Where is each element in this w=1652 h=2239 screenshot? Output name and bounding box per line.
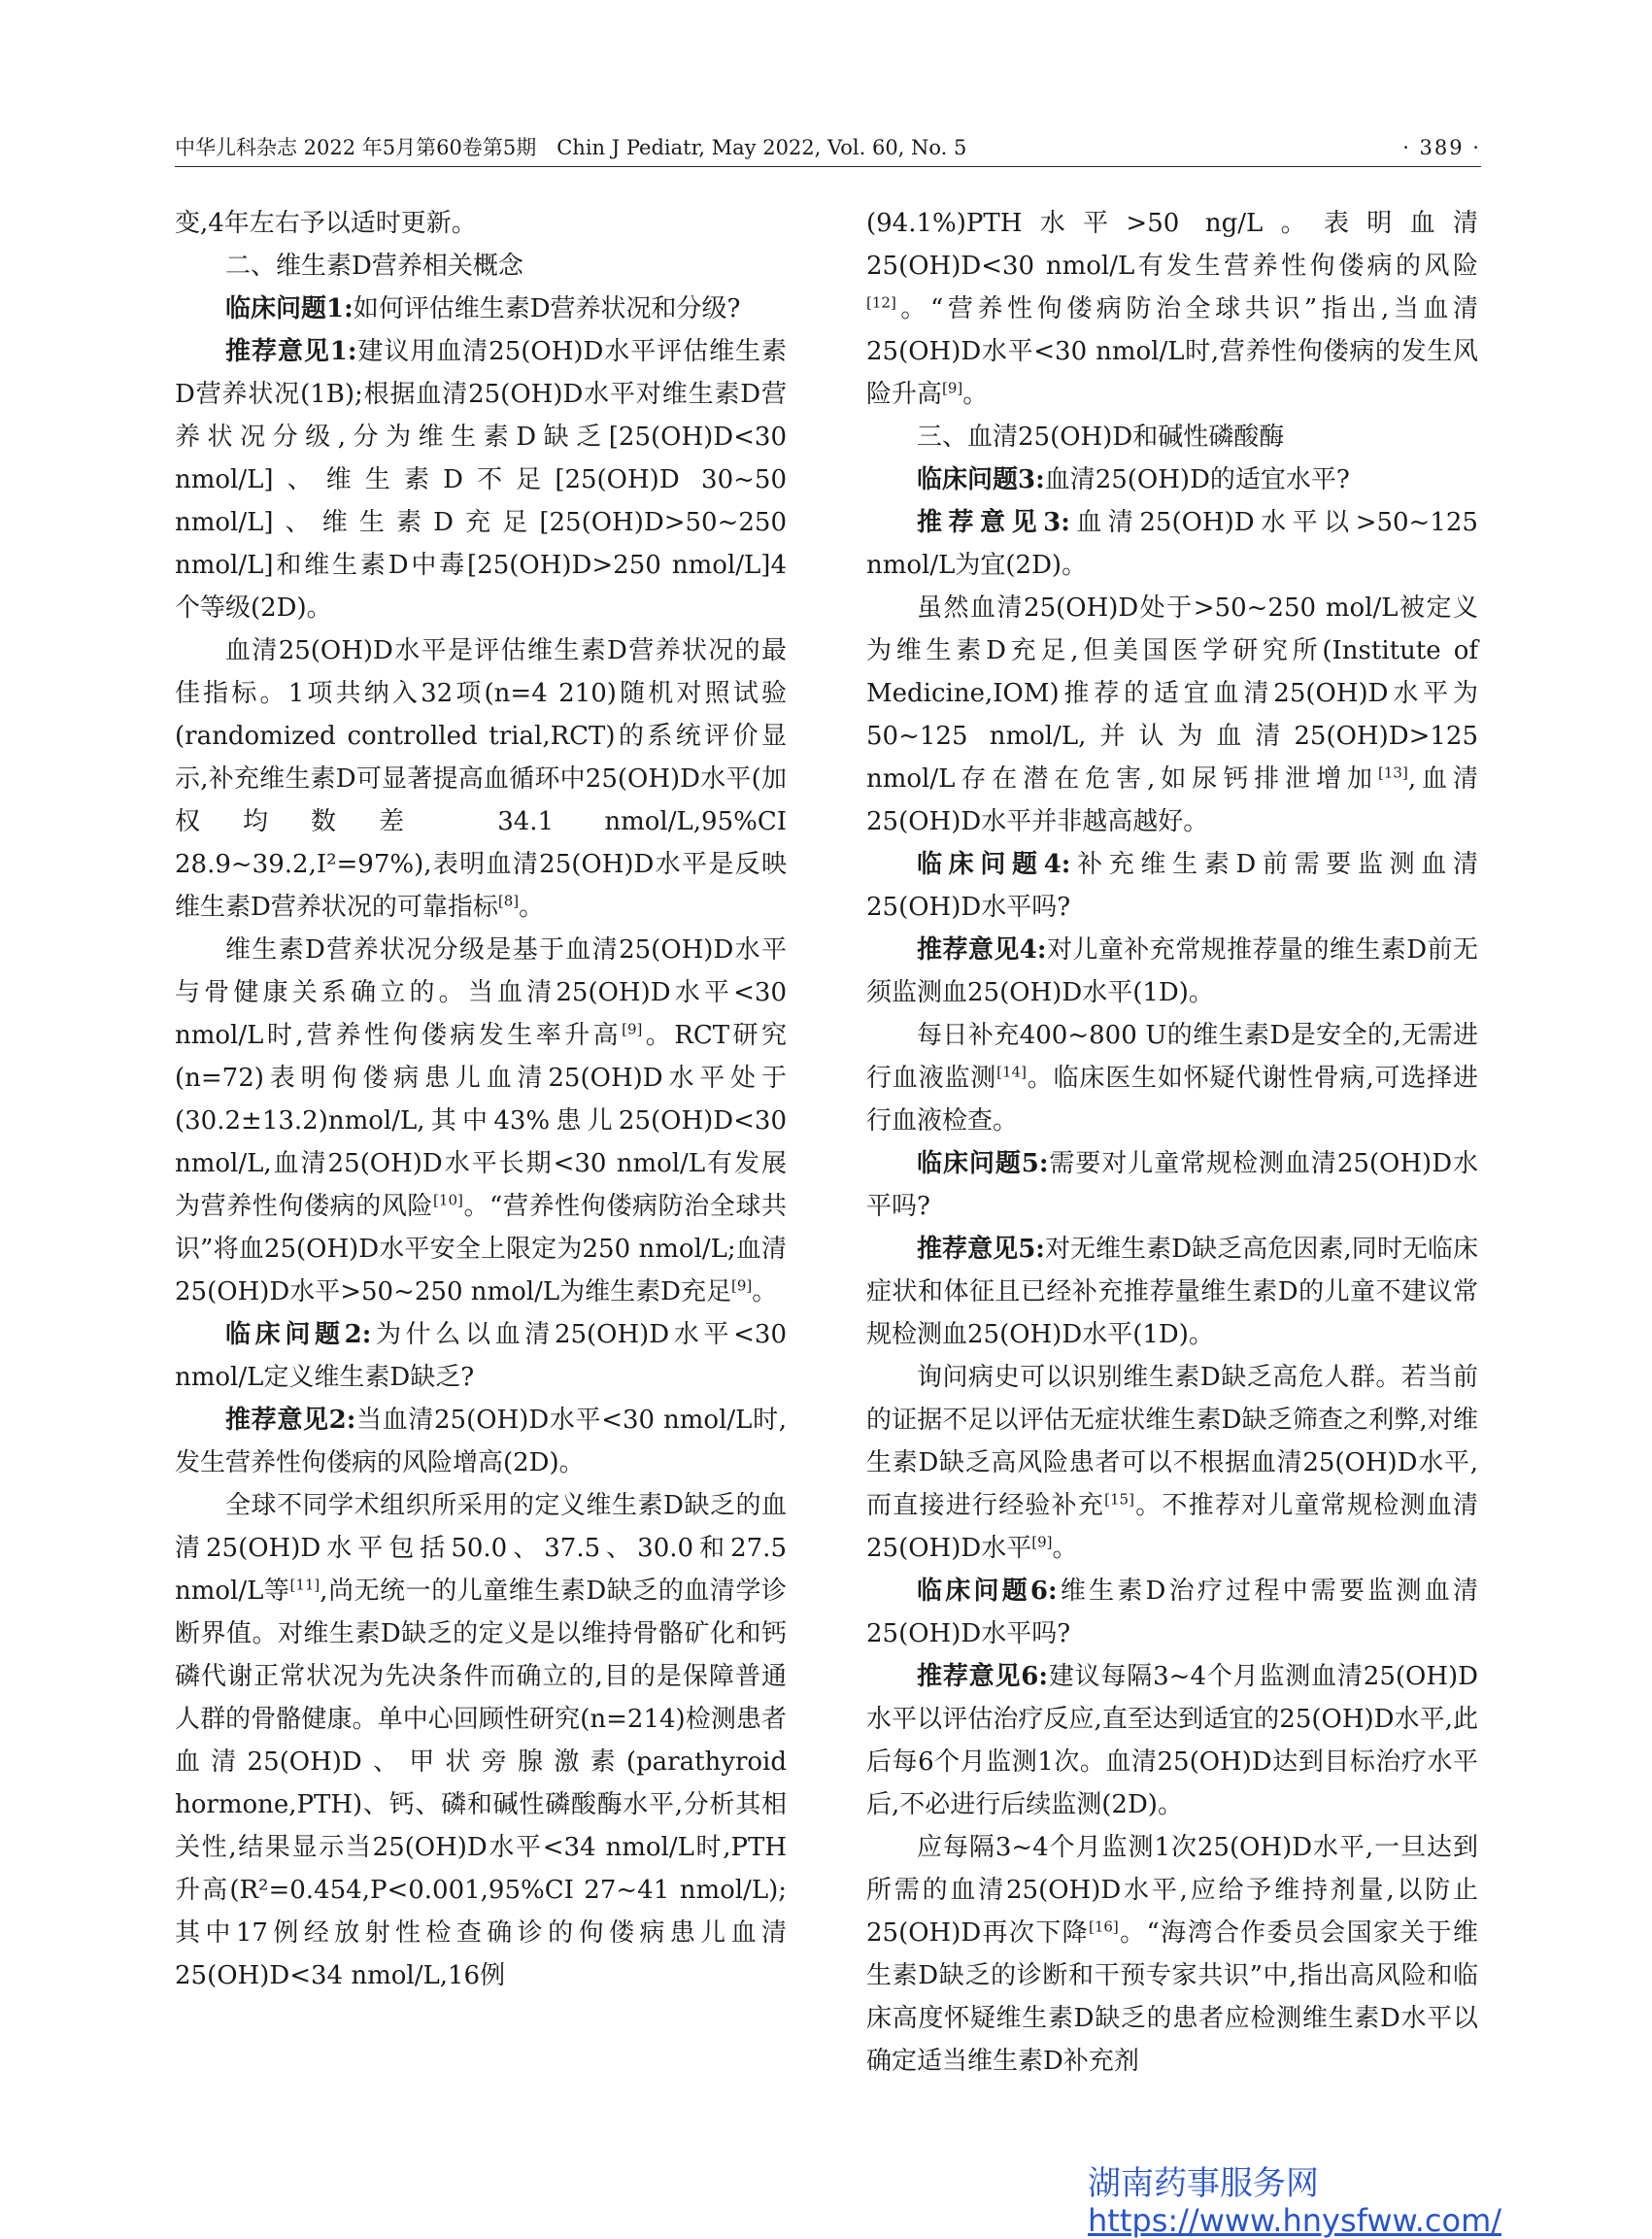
question-lead: 临床问题1: — [225, 294, 354, 323]
paragraph — [866, 1142, 1478, 1228]
paragraph-text: 每日补充400~800 U的维生素D是安全的,无需进行血液监测 — [866, 1021, 1478, 1093]
reference-marker: [16] — [1088, 1917, 1119, 1936]
paragraph-text: 维生素D营养状况分级是基于血清25(OH)D水平与骨健康关系确立的。当血清25(OH)D水平<30 nmol/L时,营养性佝偻病发生率升高 — [175, 935, 787, 1050]
paragraph-text: 三、血清25(OH)D和碱性磷酸酶 — [917, 423, 1285, 452]
paragraph-text: 当血清25(OH)D水平<30 nmol/L时,发生营养性佝偻病的风险增高(2D)。 — [175, 1406, 787, 1477]
paragraph — [866, 501, 1478, 587]
paragraph-text: 全球不同学术组织所采用的定义维生素D缺乏的血清25(OH)D水平包括50.0、37.5、30.0和27.5 nmol/L等 — [175, 1491, 787, 1606]
paragraph — [866, 1655, 1478, 1826]
paragraph-text: 建议用血清25(OH)D水平评估维生素D营养状况(1B);根据血清25(OH)D水平对维生素D营养状况分级,分为维生素D缺乏[25(OH)D<30 nmol/L]、维生素D不足[25(OH)D 30~50 nmol/L]、维生素D充足[25(OH)D>50~250 nmol/L]和维生素D中毒[25(OH)D>250 nmol/L]4个等级(2D)。 — [175, 337, 787, 623]
right-text-column — [866, 202, 1478, 2083]
paragraph — [175, 330, 787, 629]
paragraph-text: 血清25(OH)D的适宜水平? — [1044, 465, 1350, 494]
paragraph-text: 如何评估维生素D营养状况和分级? — [353, 294, 741, 323]
paragraph-text: 血清25(OH)D水平是评估维生素D营养状况的最佳指标。1项共纳入32项(n=4 210)随机对照试验(randomized controlled trial,RCT)的系统评价显示,补充维生素D可显著提高血循环中25(OH)D水平(加权均数差 34.1 nmol/L,95%CI 28.9~39.2,I²=97%),表明血清25(OH)D水平是反映维生素D营养状况的可靠指标 — [175, 636, 787, 922]
paragraph — [866, 1014, 1478, 1142]
paragraph — [175, 629, 787, 929]
question-lead: 推荐意见5: — [917, 1235, 1045, 1264]
page-number: · 389 · — [1402, 136, 1481, 159]
watermark-site-name: 湖南药事服务网 — [1088, 2164, 1319, 2203]
reference-marker: [8] — [497, 892, 520, 910]
paragraph-text: 。临床医生如怀疑代谢性骨病,可选择进行血液检查。 — [866, 1064, 1478, 1136]
paragraph-text: 。“营养性佝偻病防治全球共识”指出,当血清25(OH)D水平<30 nmol/L时,营养性佝偻病的发生风险升高 — [866, 294, 1478, 409]
paragraph-text: 询问病史可以识别维生素D缺乏高危人群。若当前的证据不足以评估无症状维生素D缺乏筛查之利弊,对维生素D缺乏高风险患者可以不根据血清25(OH)D水平,而直接进行经验补充 — [866, 1363, 1478, 1520]
paragraph-text: 虽然血清25(OH)D处于>50~250 mol/L被定义为维生素D充足,但美国医学研究所(Institute of Medicine,IOM)推荐的适宜血清25(OH)D水平为50~125 nmol/L,并认为血清25(OH)D>125 nmol/L存在潜在危害,如尿钙排泄增加 — [866, 594, 1478, 794]
paragraph — [866, 416, 1478, 458]
question-lead: 临床问题3: — [917, 465, 1045, 494]
reference-marker: [12] — [866, 293, 896, 312]
paragraph — [866, 843, 1478, 929]
paragraph — [866, 587, 1478, 843]
paragraph-text: 变,4年左右予以适时更新。 — [175, 209, 477, 238]
paragraph-text: 。 — [1052, 1534, 1078, 1563]
paragraph-text: 为什么以血清25(OH)D水平<30 nmol/L定义维生素D缺乏? — [175, 1320, 787, 1392]
site-watermark — [1088, 2164, 1515, 2238]
question-lead: 推荐意见2: — [225, 1406, 356, 1435]
paragraph — [175, 929, 787, 1313]
paragraph-text: 建议每隔3~4个月监测血清25(OH)D水平以评估治疗反应,直至达到适宜的25(OH)D水平,此后每6个月监测1次。血清25(OH)D达到目标治疗水平后,不必进行后续监测(2D)。 — [866, 1662, 1478, 1819]
paragraph-text: 对无维生素D缺乏高危因素,同时无临床症状和体征且已经补充推荐量维生素D的儿童不建议常规检测血25(OH)D水平(1D)。 — [866, 1235, 1478, 1349]
header-rule — [175, 166, 1481, 167]
paragraph — [866, 929, 1478, 1014]
paragraph-text: 血清25(OH)D水平以>50~125 nmol/L为宜(2D)。 — [866, 508, 1478, 580]
paragraph-text: 维生素D治疗过程中需要监测血清25(OH)D水平吗? — [866, 1577, 1478, 1648]
paragraph — [866, 1570, 1478, 1655]
question-lead: 临床问题5: — [917, 1149, 1049, 1178]
paragraph — [866, 1826, 1478, 2083]
question-lead: 推荐意见3: — [917, 508, 1070, 537]
reference-marker: [9] — [622, 1020, 643, 1038]
paragraph — [866, 1356, 1478, 1570]
paragraph — [175, 288, 787, 330]
paragraph-text: ,血清25(OH)D水平并非越高越好。 — [866, 764, 1478, 836]
question-lead: 推荐意见6: — [917, 1662, 1048, 1691]
paragraph-text: 需要对儿童常规检测血清25(OH)D水平吗? — [866, 1149, 1478, 1221]
reference-marker: [13] — [1378, 763, 1408, 782]
paragraph-text: ,尚无统一的儿童维生素D缺乏的血清学诊断界值。对维生素D缺乏的定义是以维持骨骼矿化和钙磷代谢正常状况为先决条件而确立的,目的是保障普通人群的骨骼健康。单中心回顾性研究(n=214)检测患者血清25(OH)D、甲状旁腺激素(parathyroid hormone,PTH)、钙、磷和碱性磷酸酶水平,分析其相关性,结果显示当25(OH)D水平<34 nmol/L时,PTH升高(R²=0.454,P<0.001,95%CI 27~41 nmol/L);其中17例经放射性检查确诊的佝偻病患儿血清25(OH)D<34 nmol/L,16例 — [175, 1577, 787, 1990]
paragraph-text: 。 — [962, 380, 989, 409]
reference-marker: [15] — [1104, 1490, 1134, 1509]
paragraph-text: 补充维生素D前需要监测血清25(OH)D水平吗? — [866, 850, 1478, 922]
paragraph — [866, 458, 1478, 501]
reference-marker: [11] — [289, 1576, 320, 1594]
reference-marker: [14] — [996, 1063, 1027, 1081]
paragraph — [175, 245, 787, 288]
paragraph — [866, 1228, 1478, 1356]
question-lead: 临床问题6: — [917, 1577, 1058, 1606]
reference-marker: [9] — [1031, 1533, 1053, 1551]
reference-marker: [10] — [433, 1191, 463, 1209]
question-lead: 临床问题2: — [225, 1320, 372, 1349]
watermark-site-url[interactable]: https://www.hnysfww.com/ — [1088, 2202, 1502, 2239]
journal-citation: 中华儿科杂志 2022 年5月第60卷第5期 Chin J Pediatr, May 2022, Vol. 60, No. 5 — [175, 136, 967, 159]
question-lead: 推荐意见4: — [917, 935, 1047, 965]
question-lead: 临床问题4: — [917, 850, 1071, 879]
running-header — [175, 130, 1481, 165]
paragraph — [175, 202, 787, 245]
question-lead: 推荐意见1: — [225, 337, 357, 366]
reference-marker: [9] — [731, 1276, 753, 1295]
reference-marker: [9] — [942, 379, 963, 397]
paragraph-text: 。“海湾合作委员会国家关于维生素D缺乏的诊断和干预专家共识”中,指出高风险和临床高度怀疑维生素D缺乏的患者应检测维生素D水平以确定适当维生素D补充剂 — [866, 1918, 1478, 2076]
paragraph — [175, 1484, 787, 1997]
paragraph-text: 。 — [519, 893, 545, 922]
paragraph-text: (94.1%)PTH水平>50 ng/L。表明血清25(OH)D<30 nmol/L有发生营养性佝偻病的风险 — [866, 209, 1478, 281]
paragraph-text: 对儿童补充常规推荐量的维生素D前无须监测血25(OH)D水平(1D)。 — [866, 935, 1478, 1007]
paragraph-text: 应每隔3~4个月监测1次25(OH)D水平,一旦达到所需的血清25(OH)D水平,应给予维持剂量,以防止25(OH)D再次下降 — [866, 1833, 1478, 1948]
paragraph — [175, 1399, 787, 1484]
left-text-column — [175, 202, 787, 1997]
paragraph — [175, 1313, 787, 1399]
paragraph-text: 。“营养性佝偻病防治全球共识”将血25(OH)D水平安全上限定为250 nmol/L;血清25(OH)D水平>50~250 nmol/L为维生素D充足 — [175, 1192, 787, 1306]
paragraph-text: 。RCT研究(n=72)表明佝偻病患儿血清25(OH)D水平处于(30.2±13.2)nmol/L,其中43%患儿25(OH)D<30 nmol/L,血清25(OH)D水平长期<30 nmol/L有发展为营养性佝偻病的风险 — [175, 1021, 787, 1221]
paragraph-text: 二、维生素D营养相关概念 — [225, 252, 523, 281]
paragraph-text: 。 — [752, 1277, 778, 1306]
paragraph-text: 。不推荐对儿童常规检测血清25(OH)D水平 — [866, 1491, 1478, 1563]
paragraph — [866, 202, 1478, 416]
